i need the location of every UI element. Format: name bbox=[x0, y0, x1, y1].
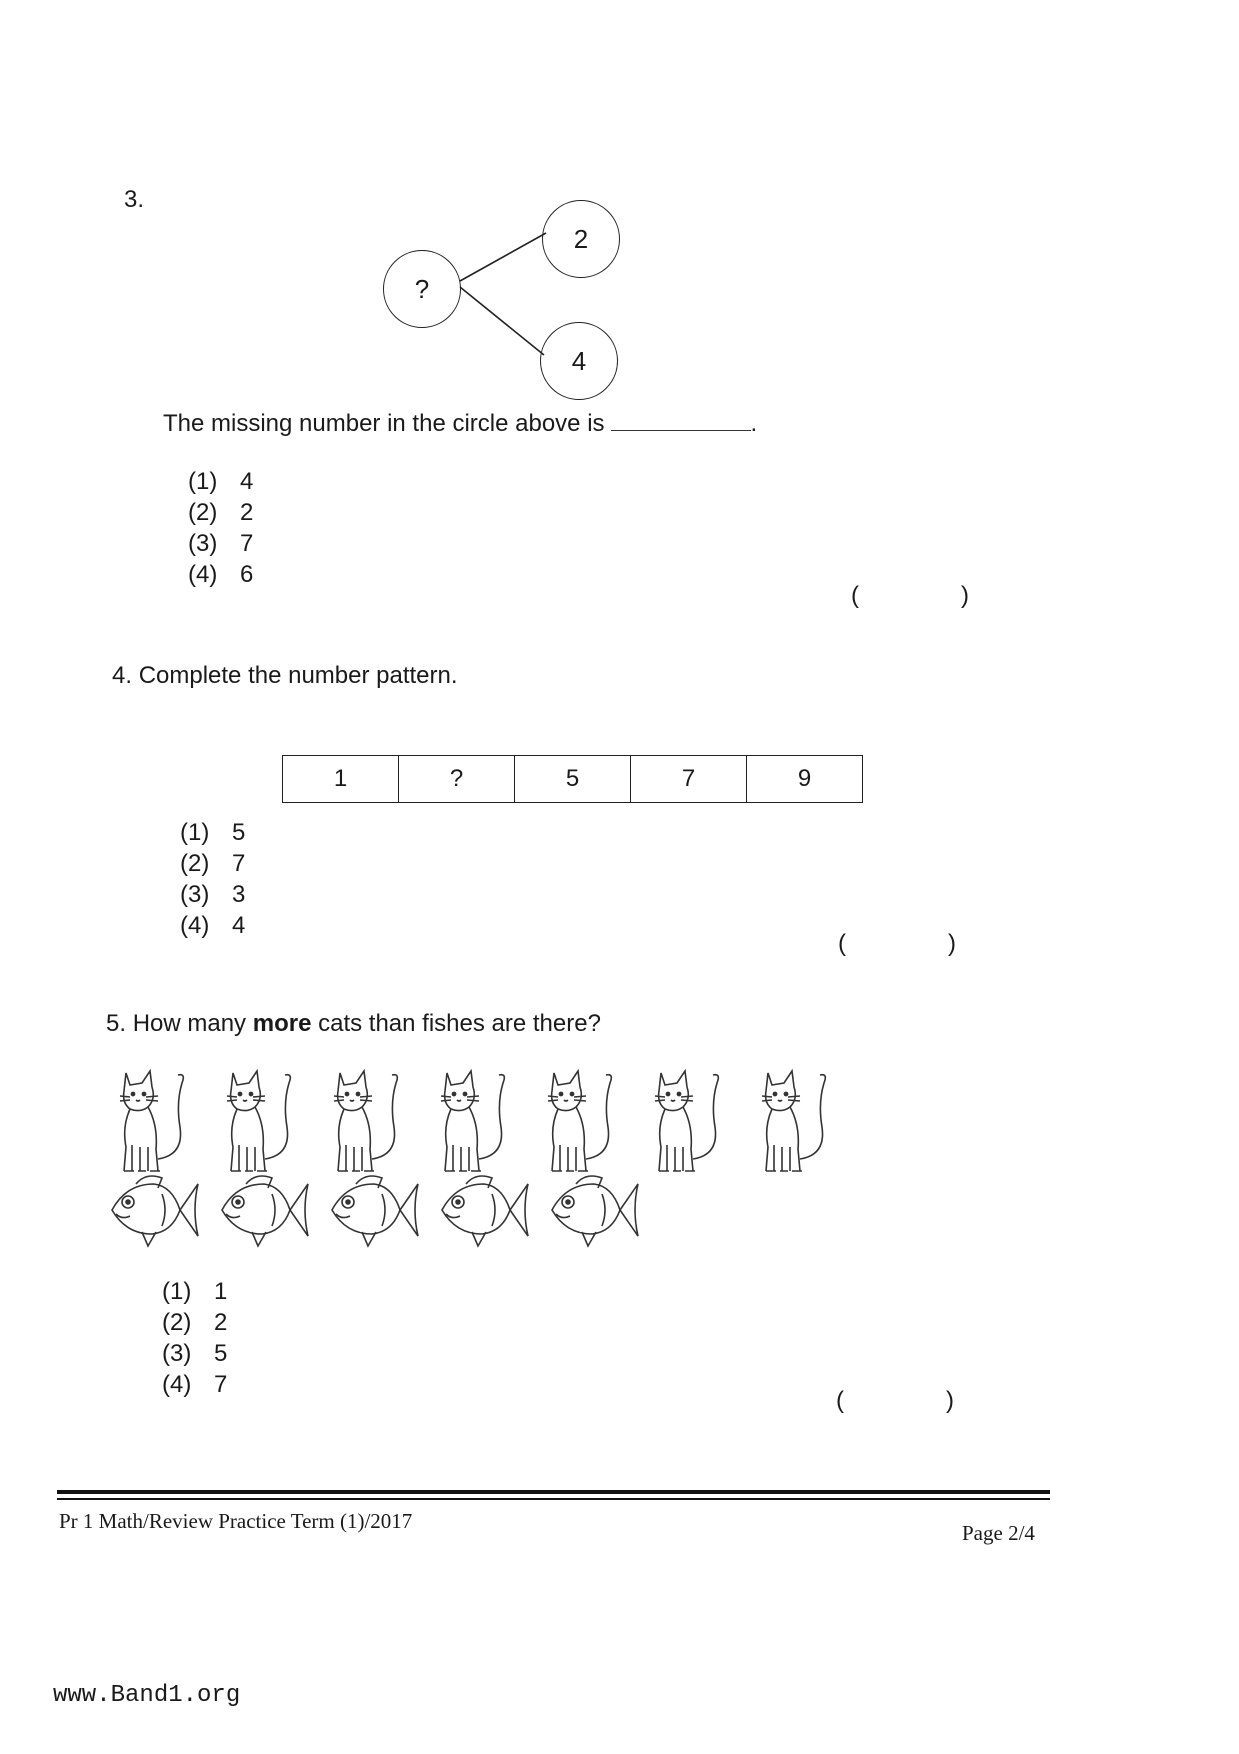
option-2[interactable] bbox=[188, 497, 253, 528]
pattern-cell: 7 bbox=[631, 756, 747, 802]
pattern-cell: 5 bbox=[515, 756, 631, 802]
option-number: (2) bbox=[180, 850, 210, 877]
option-number: (1) bbox=[180, 819, 210, 846]
question-4-number: 4. bbox=[112, 662, 133, 689]
question-4-text bbox=[112, 662, 458, 690]
footer-page: Page 2/4 bbox=[962, 1521, 1035, 1545]
option-value: 3 bbox=[232, 881, 246, 908]
paren-close: ) bbox=[948, 930, 956, 957]
paren-close: ) bbox=[946, 1387, 954, 1414]
bond-circle-top bbox=[542, 200, 620, 278]
option-number: (4) bbox=[180, 912, 210, 939]
option-number: (3) bbox=[162, 1340, 192, 1367]
question-3-answer-box[interactable] bbox=[851, 582, 969, 610]
fishes-row bbox=[106, 1170, 666, 1255]
question-3-text bbox=[163, 410, 757, 438]
question-5-prompt-pre: How many bbox=[132, 1010, 247, 1037]
fish-icon bbox=[546, 1170, 642, 1255]
option-1[interactable] bbox=[180, 817, 245, 848]
cat-icon bbox=[219, 1063, 301, 1183]
option-value: 6 bbox=[240, 561, 254, 588]
fish-icon bbox=[216, 1170, 312, 1255]
option-3[interactable] bbox=[188, 528, 253, 559]
option-2[interactable] bbox=[180, 848, 245, 879]
fish-icon bbox=[326, 1170, 422, 1255]
cat-icon bbox=[112, 1063, 194, 1183]
fish-icon bbox=[436, 1170, 532, 1255]
option-3[interactable] bbox=[162, 1338, 227, 1369]
option-number: (3) bbox=[180, 881, 210, 908]
option-4[interactable] bbox=[180, 910, 245, 941]
cat-icon bbox=[540, 1063, 622, 1183]
question-5-answer-box[interactable] bbox=[836, 1387, 954, 1415]
footer-rule-thin bbox=[57, 1498, 1050, 1500]
option-value: 2 bbox=[240, 499, 254, 526]
question-3-options bbox=[188, 466, 253, 590]
option-number: (4) bbox=[188, 561, 218, 588]
option-number: (1) bbox=[162, 1278, 192, 1305]
option-1[interactable] bbox=[188, 466, 253, 497]
bond-circle-top-label: 2 bbox=[573, 223, 589, 254]
pattern-cell: 1 bbox=[283, 756, 399, 802]
question-5-prompt-post: cats than fishes are there? bbox=[318, 1010, 601, 1037]
question-5-options bbox=[162, 1276, 227, 1400]
question-5-text bbox=[106, 1010, 601, 1038]
option-value: 5 bbox=[214, 1340, 228, 1367]
option-number: (2) bbox=[162, 1309, 192, 1336]
cat-icon bbox=[647, 1063, 729, 1183]
question-5-number: 5. bbox=[106, 1010, 127, 1037]
question-3-prompt: The missing number in the circle above is bbox=[163, 410, 605, 437]
question-4-prompt: Complete the number pattern. bbox=[138, 662, 458, 689]
paren-close: ) bbox=[961, 582, 969, 609]
option-value: 7 bbox=[214, 1371, 228, 1398]
option-value: 5 bbox=[232, 819, 246, 846]
paren-open: ( bbox=[836, 1387, 844, 1414]
question-3-period: . bbox=[750, 410, 758, 437]
bond-circle-bottom bbox=[540, 322, 618, 400]
question-4-answer-box[interactable] bbox=[838, 930, 956, 958]
fish-icon bbox=[106, 1170, 202, 1255]
cat-icon bbox=[433, 1063, 515, 1183]
option-4[interactable] bbox=[162, 1369, 227, 1400]
option-number: (1) bbox=[188, 468, 218, 495]
pattern-cell-unknown: ? bbox=[399, 756, 515, 802]
question-4-options bbox=[180, 817, 245, 941]
option-1[interactable] bbox=[162, 1276, 227, 1307]
option-value: 7 bbox=[240, 530, 254, 557]
option-value: 4 bbox=[240, 468, 254, 495]
cat-icon bbox=[326, 1063, 408, 1183]
paren-open: ( bbox=[838, 930, 846, 957]
question-3-number: 3. bbox=[124, 186, 145, 213]
option-value: 7 bbox=[232, 850, 246, 877]
option-3[interactable] bbox=[180, 879, 245, 910]
option-value: 4 bbox=[232, 912, 246, 939]
paren-open: ( bbox=[851, 582, 859, 609]
cats-row bbox=[112, 1063, 872, 1183]
cat-icon bbox=[754, 1063, 836, 1183]
bond-circle-unknown-label: ? bbox=[414, 273, 430, 304]
option-number: (4) bbox=[162, 1371, 192, 1398]
option-2[interactable] bbox=[162, 1307, 227, 1338]
footer-rule-thick bbox=[57, 1490, 1050, 1494]
option-number: (3) bbox=[188, 530, 218, 557]
bond-circle-bottom-label: 4 bbox=[571, 345, 587, 376]
footer-left: Pr 1 Math/Review Practice Term (1)/2017 bbox=[59, 1509, 413, 1533]
option-4[interactable] bbox=[188, 559, 253, 590]
option-value: 2 bbox=[214, 1309, 228, 1336]
answer-blank bbox=[611, 410, 751, 431]
number-pattern-table bbox=[282, 755, 863, 803]
question-5-prompt-bold: more bbox=[252, 1010, 312, 1037]
bond-circle-unknown bbox=[383, 250, 461, 328]
website-link[interactable]: www.Band1.org bbox=[53, 1682, 241, 1709]
pattern-cell: 9 bbox=[797, 765, 812, 792]
option-value: 1 bbox=[214, 1278, 228, 1305]
option-number: (2) bbox=[188, 499, 218, 526]
